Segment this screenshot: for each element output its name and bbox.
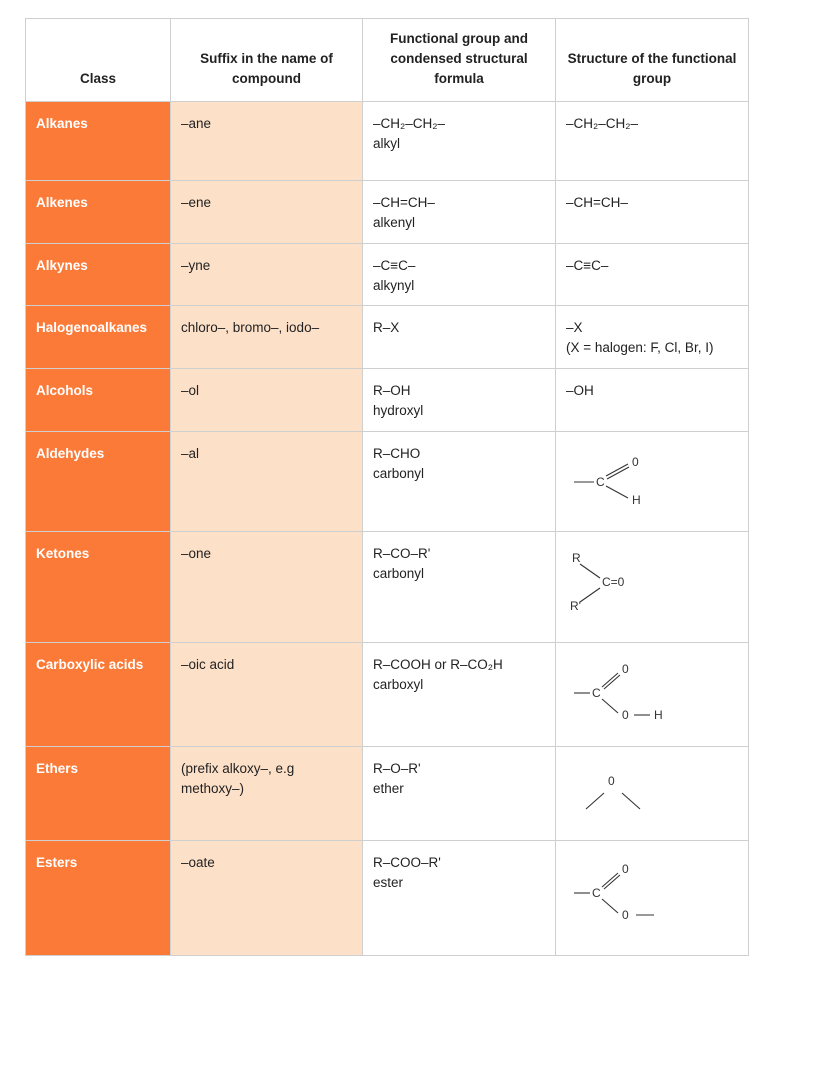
header-suffix: Suffix in the name of compound <box>171 19 363 102</box>
table-row <box>26 181 749 244</box>
group-name: alkyl <box>373 136 401 151</box>
formula-cell <box>363 532 556 643</box>
drawing-label: C=0 <box>602 575 625 589</box>
structure-cell <box>556 841 749 956</box>
drawing-label: C <box>592 886 601 900</box>
drawing-label: C <box>592 686 601 700</box>
structure-text: –C≡C– <box>566 258 609 273</box>
formula-cell <box>363 181 556 244</box>
class-cell: Alcohols <box>26 369 171 432</box>
suffix-cell: –al <box>171 432 363 532</box>
formula-text: R–OH <box>373 383 411 398</box>
group-name: alkenyl <box>373 215 416 230</box>
class-cell: Alkanes <box>26 102 171 181</box>
table-row <box>26 841 749 956</box>
suffix-cell: –oate <box>171 841 363 956</box>
table-row <box>26 102 749 181</box>
group-name: carbonyl <box>373 566 425 581</box>
functional-groups-table <box>25 18 749 956</box>
drawing-label: 0 <box>622 862 629 876</box>
drawing-label: R' <box>570 599 581 613</box>
suffix-cell: –oic acid <box>171 643 363 747</box>
table-row <box>26 369 749 432</box>
group-name: ether <box>373 781 404 796</box>
class-cell: Ketones <box>26 532 171 643</box>
class-cell: Alkynes <box>26 244 171 306</box>
group-name: hydroxyl <box>373 403 424 418</box>
drawing-label: H <box>654 708 663 722</box>
drawing-label: 0 <box>622 662 629 676</box>
suffix-cell: (prefix alkoxy–, e.g methoxy–) <box>171 747 363 841</box>
structure-cell <box>556 181 749 244</box>
drawing-label: 0 <box>632 455 639 469</box>
header-class: Class <box>26 19 171 102</box>
suffix-cell: –ene <box>171 181 363 244</box>
structure-cell <box>556 747 749 841</box>
drawing-label: 0 <box>622 708 629 722</box>
formula-text: R–O–R' <box>373 761 421 776</box>
formula-text: R–X <box>373 320 400 335</box>
formula-text: R–COO–R' <box>373 855 441 870</box>
drawing-label: H <box>632 493 641 507</box>
class-cell: Carboxylic acids <box>26 643 171 747</box>
table-row <box>26 306 749 369</box>
formula-cell <box>363 244 556 306</box>
class-cell: Ethers <box>26 747 171 841</box>
formula-text: –CH₂–CH₂– <box>373 116 446 131</box>
group-name: carbonyl <box>373 466 425 481</box>
structure-text: –OH <box>566 383 594 398</box>
class-cell: Alkenes <box>26 181 171 244</box>
suffix-cell: –ol <box>171 369 363 432</box>
class-cell: Esters <box>26 841 171 956</box>
formula-cell <box>363 643 556 747</box>
suffix-cell: chloro–, bromo–, iodo– <box>171 306 363 369</box>
header-structure: Structure of the functional group <box>556 19 749 102</box>
group-name: carboxyl <box>373 677 424 692</box>
structure-cell <box>556 102 749 181</box>
formula-cell <box>363 432 556 532</box>
formula-text: R–COOH or R–CO₂H <box>373 657 503 672</box>
drawing-label: C <box>596 475 605 489</box>
group-name: ester <box>373 875 404 890</box>
table-row <box>26 432 749 532</box>
formula-cell <box>363 306 556 369</box>
suffix-cell: –ane <box>171 102 363 181</box>
table-row <box>26 747 749 841</box>
table-row <box>26 643 749 747</box>
formula-cell <box>363 841 556 956</box>
formula-text: R–CHO <box>373 446 421 461</box>
aldehyde-structure-drawing <box>566 448 676 510</box>
structure-note: (X = halogen: F, Cl, Br, I) <box>566 340 714 355</box>
structure-cell <box>556 369 749 432</box>
structure-cell <box>556 432 749 532</box>
table-row <box>26 532 749 643</box>
drawing-label: 0 <box>622 908 629 922</box>
formula-text: –C≡C– <box>373 258 416 273</box>
table-row <box>26 244 749 306</box>
suffix-cell: –one <box>171 532 363 643</box>
group-name: alkynyl <box>373 278 415 293</box>
ester-structure-drawing <box>566 857 686 927</box>
structure-cell <box>556 643 749 747</box>
structure-cell <box>556 306 749 369</box>
drawing-label: R <box>572 551 581 565</box>
structure-text: –X <box>566 320 583 335</box>
class-cell: Halogenoalkanes <box>26 306 171 369</box>
ether-structure-drawing <box>566 763 666 823</box>
suffix-cell: –yne <box>171 244 363 306</box>
formula-cell <box>363 102 556 181</box>
structure-cell <box>556 244 749 306</box>
class-cell: Aldehydes <box>26 432 171 532</box>
drawing-label: 0 <box>608 774 615 788</box>
carboxylic-acid-structure-drawing <box>566 659 686 725</box>
formula-cell <box>363 369 556 432</box>
structure-text: –CH₂–CH₂– <box>566 116 639 131</box>
formula-text: –CH=CH– <box>373 195 435 210</box>
header-functional-group: Functional group and condensed structural formula <box>363 19 556 102</box>
formula-cell <box>363 747 556 841</box>
ketone-structure-drawing <box>566 548 676 618</box>
structure-text: –CH=CH– <box>566 195 628 210</box>
formula-text: R–CO–R' <box>373 546 431 561</box>
header-row <box>26 19 749 102</box>
structure-cell <box>556 532 749 643</box>
